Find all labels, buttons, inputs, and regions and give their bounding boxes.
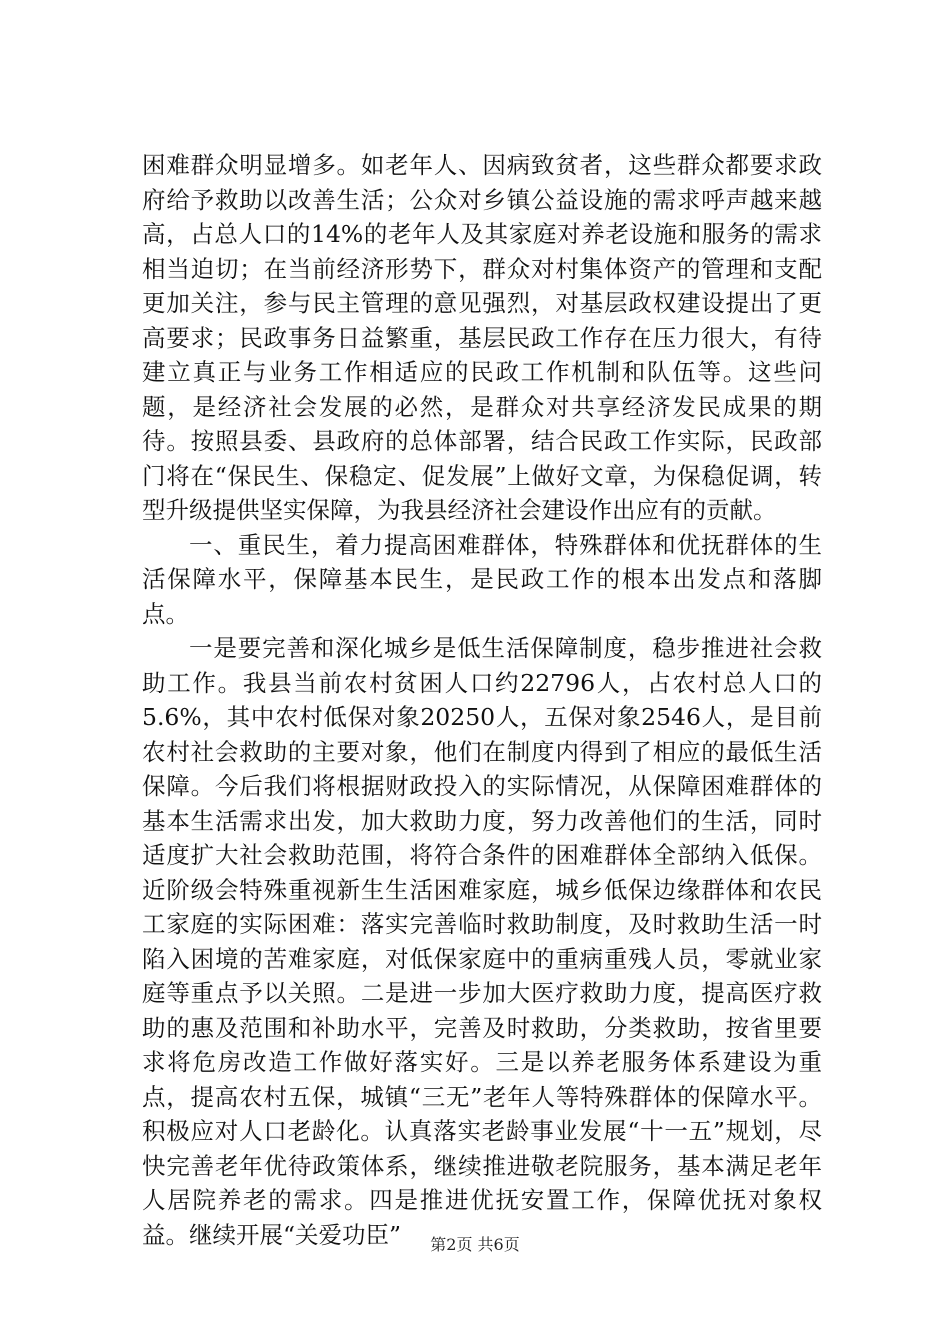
page-number-label: 第2页 共6页 [430,1235,520,1254]
paragraph-continuation: 困难群众明显增多。如老年人、因病致贫者，这些群众都要求政府给予救助以改善生活；公众对乡镇公益设施的需求呼声越来越高，占总人口的14%的老年人及其家庭对养老设施和服务的需求相当迫切；在当前经济形势下，群众对村集体资产的管理和支配更加关注，参与民主管理的意见强烈，对基层政权建设提出了更高要求；民政事务日益繁重，基层民政工作存在压力很大，有待建立真正与业务工作相适应的民政工作机制和队伍等。这些问题，是经济社会发展的必然，是群众对共享经济发民成果的期待。按照县委、县政府的总体部署，结合民政工作实际，民政部门将在“保民生、保稳定、促发展”上做好文章，为保稳促调，转型升级提供坚实保障，为我县经济社会建设作出应有的贡献。 [142,151,822,524]
paragraph-measures: 一是要完善和深化城乡是低生活保障制度，稳步推进社会救助工作。我县当前农村贫困人口约22796人，占农村总人口的5.6%，其中农村低保对象20250人，五保对象2546人，是目前农村社会救助的主要对象，他们在制度内得到了相应的最低生活保障。今后我们将根据财政投入的实际情况，从保障困难群体的基本生活需求出发，加大救助力度，努力改善他们的生活，同时适度扩大社会救助范围，将符合条件的困难群体全部纳入低保。近阶级会特殊重视新生生活困难家庭，城乡低保边缘群体和农民工家庭的实际困难：落实完善临时救助制度，及时救助生活一时陷入困境的苦难家庭，对低保家庭中的重病重残人员，零就业家庭等重点予以关照。二是进一步加大医疗救助力度，提高医疗救助的惠及范围和补助水平，完善及时救助，分类救助，按省里要求将危房改造工作做好落实好。三是以养老服务体系建设为重点，提高农村五保，城镇“三无”老年人等特殊群体的保障水平。积极应对人口老龄化。认真落实老龄事业发展“十一五”规划，尽快完善老年优待政策体系，继续推进敬老院服务，基本满足老年人居院养老的需求。四是推进优抚安置工作，保障优抚对象权益。继续开展“关爱功臣” [142,634,822,1249]
page-footer [0,1235,950,1255]
document-body [142,148,822,1252]
paragraph-section-heading: 一、重民生，着力提高困难群体，特殊群体和优抚群体的生活保障水平，保障基本民生，是民政工作的根本出发点和落脚点。 [142,530,822,628]
